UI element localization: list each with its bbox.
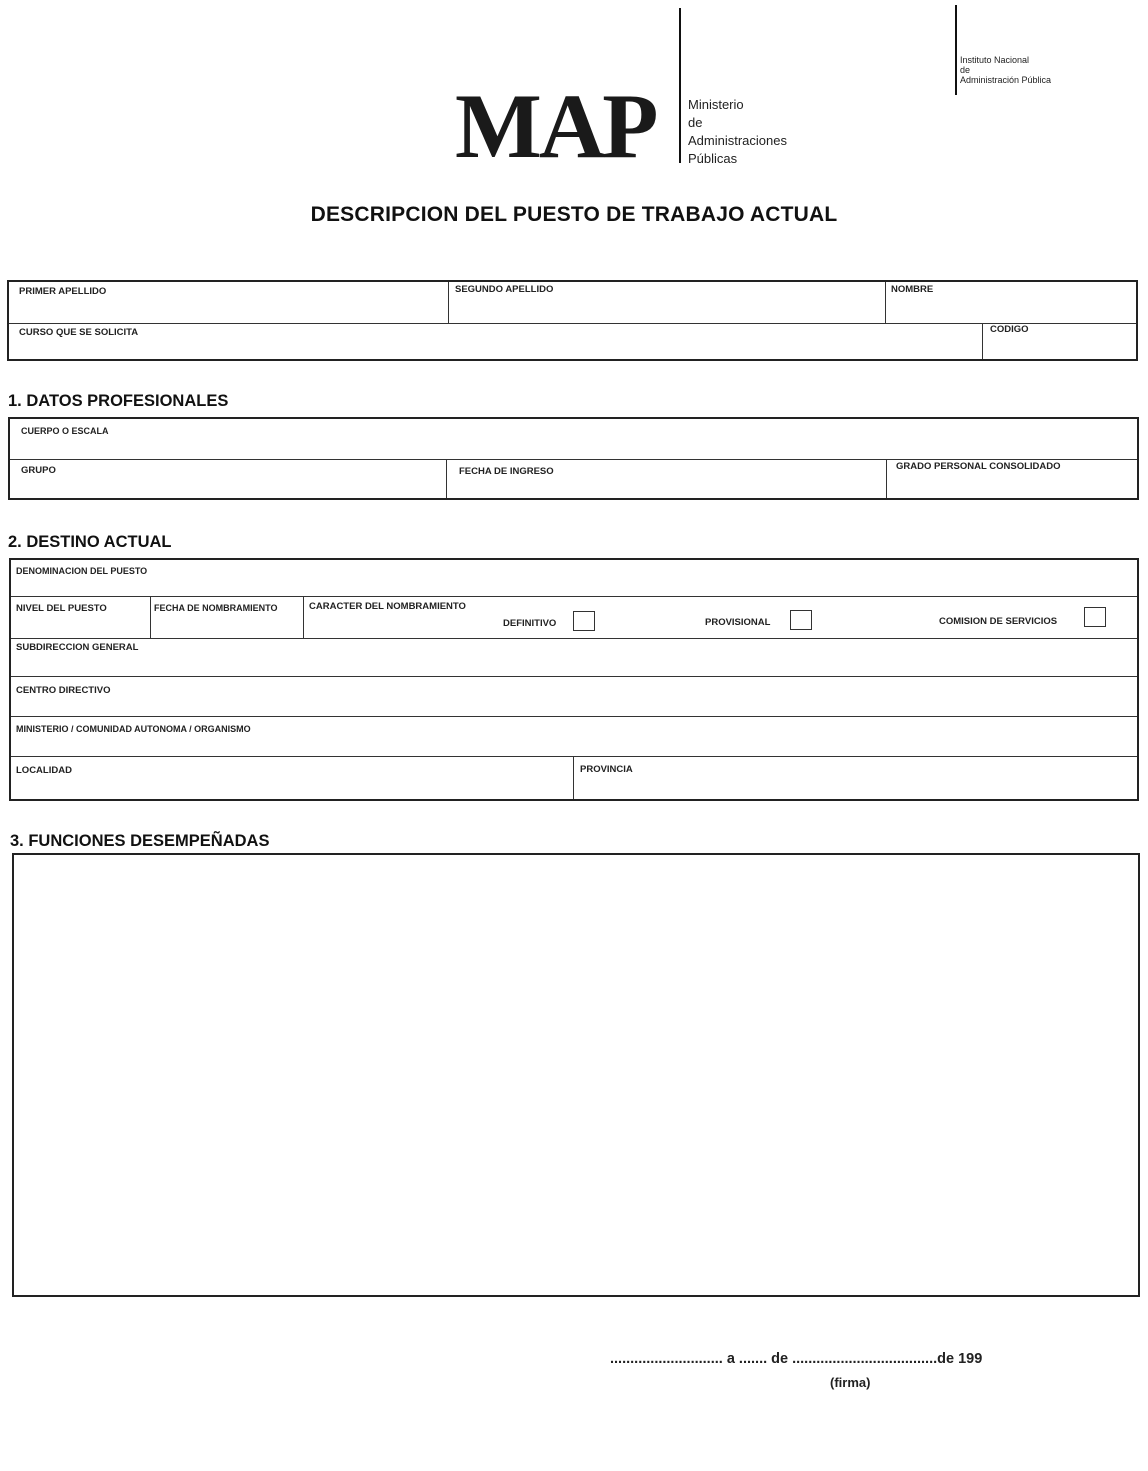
col-divider bbox=[150, 596, 151, 638]
curso-field[interactable]: CURSO QUE SE SOLICITA bbox=[19, 327, 139, 338]
comision-label: COMISION DE SERVICIOS bbox=[939, 616, 1058, 627]
row-divider bbox=[11, 716, 1137, 717]
inap-name bbox=[960, 55, 1051, 85]
centro-field[interactable]: CENTRO DIRECTIVO bbox=[16, 685, 111, 696]
cuerpo-field[interactable]: CUERPO O ESCALA bbox=[21, 426, 109, 436]
inap-line: Administración Pública bbox=[960, 75, 1052, 85]
inap-line: Instituto Nacional bbox=[960, 55, 1030, 65]
personal-data-box bbox=[7, 280, 1138, 361]
ministry-line: Públicas bbox=[688, 151, 738, 166]
inap-line: de bbox=[960, 65, 971, 75]
destination-box bbox=[9, 558, 1139, 801]
col-divider bbox=[885, 282, 886, 323]
ministry-name bbox=[688, 96, 787, 168]
row-divider bbox=[10, 459, 1137, 460]
row-divider bbox=[11, 756, 1137, 757]
provincia-field[interactable]: PROVINCIA bbox=[580, 764, 633, 775]
nombre-field[interactable]: NOMBRE bbox=[891, 284, 934, 295]
grupo-field[interactable]: GRUPO bbox=[21, 465, 56, 476]
caracter-label: CARACTER DEL NOMBRAMIENTO bbox=[309, 601, 466, 612]
subdireccion-field[interactable]: SUBDIRECCION GENERAL bbox=[16, 642, 139, 653]
ministry-line: de bbox=[688, 115, 703, 130]
fecha-nombramiento-field[interactable]: FECHA DE NOMBRAMIENTO bbox=[154, 603, 278, 613]
nivel-field[interactable]: NIVEL DEL PUESTO bbox=[16, 603, 107, 614]
row-divider bbox=[11, 676, 1137, 677]
col-divider bbox=[573, 756, 574, 799]
document-title: DESCRIPCION DEL PUESTO DE TRABAJO ACTUAL bbox=[310, 203, 838, 226]
ministry-line: Administraciones bbox=[688, 133, 787, 148]
primer-apellido-field[interactable]: PRIMER APELLIDO bbox=[19, 286, 107, 297]
definitivo-label: DEFINITIVO bbox=[503, 618, 557, 629]
signature-label: (firma) bbox=[830, 1375, 871, 1390]
header-divider-right bbox=[955, 5, 957, 95]
localidad-field[interactable]: LOCALIDAD bbox=[16, 765, 72, 776]
row-divider bbox=[11, 638, 1137, 639]
col-divider bbox=[982, 323, 983, 359]
ministerio-field[interactable]: MINISTERIO / COMUNIDAD AUTONOMA / ORGANISMO bbox=[16, 724, 251, 734]
row-divider bbox=[11, 596, 1137, 597]
col-divider bbox=[886, 459, 887, 498]
denominacion-field[interactable]: DENOMINACION DEL PUESTO bbox=[16, 566, 148, 576]
provisional-checkbox[interactable] bbox=[790, 610, 812, 630]
section-2-title: 2. DESTINO ACTUAL bbox=[8, 533, 172, 551]
col-divider bbox=[303, 596, 304, 638]
fecha-ingreso-field[interactable]: FECHA DE INGRESO bbox=[459, 466, 554, 477]
definitivo-checkbox[interactable] bbox=[573, 611, 595, 631]
funciones-textarea[interactable] bbox=[12, 853, 1140, 1297]
section-1-title: 1. DATOS PROFESIONALES bbox=[8, 392, 229, 410]
map-logo: MAP bbox=[455, 75, 656, 177]
header-divider-left bbox=[679, 8, 681, 163]
date-place-line: ............................ a ....... de ....................................de 199 bbox=[610, 1351, 983, 1367]
grado-field[interactable]: GRADO PERSONAL CONSOLIDADO bbox=[896, 461, 1061, 472]
segundo-apellido-field[interactable]: SEGUNDO APELLIDO bbox=[455, 284, 554, 295]
ministry-line: Ministerio bbox=[688, 97, 744, 112]
codigo-field[interactable]: CODIGO bbox=[990, 324, 1029, 335]
section-3-title: 3. FUNCIONES DESEMPEÑADAS bbox=[10, 832, 270, 850]
col-divider bbox=[446, 459, 447, 498]
comision-checkbox[interactable] bbox=[1084, 607, 1106, 627]
row-divider bbox=[9, 323, 1136, 324]
provisional-label: PROVISIONAL bbox=[705, 617, 771, 628]
col-divider bbox=[448, 282, 449, 323]
professional-data-box bbox=[8, 417, 1139, 500]
